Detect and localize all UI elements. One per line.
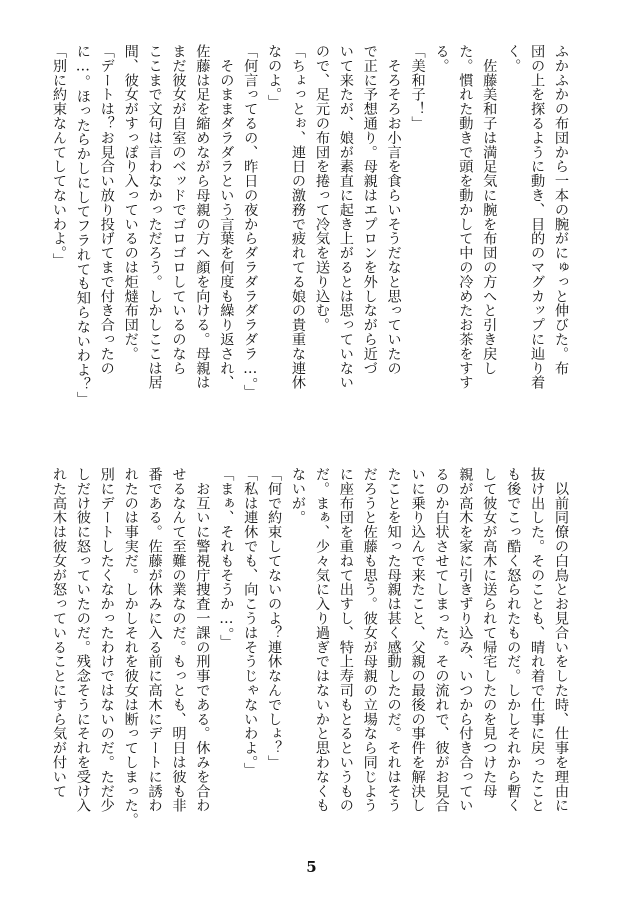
text-column: 「別に約束なんてしてないわよ。」: [50, 44, 67, 268]
text-column: るのか白状させてしまった。その流れで、彼がお見合: [433, 467, 450, 813]
text-column: 「何で約束してないのよ？連休なんでしょ？」: [266, 467, 283, 770]
text-column: 間、彼女がすっぽり入っているのは炬燵布団だ。: [122, 44, 139, 361]
text-column: 「何言ってるの、昨日の夜からダラダラダラダラ…。」: [242, 44, 259, 399]
text-column: ここまで文句は言わなかっただろう。しかしここは居: [146, 44, 163, 390]
text-column: た。慣れた動きで頭を動かして中の冷めたお茶をすす: [457, 44, 474, 390]
text-column: お互いに警視庁捜査一課の刑事である。休みを合わ: [194, 467, 211, 813]
text-column: ので、足元の布団を捲って冷気を送り込む。: [313, 44, 330, 332]
text-column: く。: [505, 44, 522, 73]
text-column: で正に予想通り。母親はエプロンを外しながら近づ: [361, 44, 378, 376]
text-column: れたのは事実だ。しかしそれを彼女は断ってしまった。: [122, 467, 139, 827]
text-block-bottom: [50, 467, 572, 852]
text-column: 番である。佐藤が休みに入る前に高木にデートに誘わ: [146, 467, 163, 813]
text-column: 「まぁ、それもそうか…。」: [218, 467, 235, 649]
text-column: 以前同僚の白鳥とお見合いをした時、仕事を理由に: [553, 467, 569, 813]
text-column: しだけ彼に怒っていたのだ。残念そうにそれを受け入: [74, 467, 91, 813]
text-column: だ。まぁ、少々気に入り過ぎではないかと思わなくも: [313, 467, 330, 813]
text-column: 「私は連休でも、向こうはそうじゃないわよ。」: [242, 467, 259, 777]
page-number: 5: [306, 858, 317, 876]
text-column: だろうと佐藤も思う。彼女が母親の立場なら同じよう: [361, 467, 378, 813]
text-column: に座布団を重ねて出すし、特上寿司もとるというもの: [337, 467, 354, 813]
text-column: 別にデートしたくなかったわけではないのだ。ただ少: [98, 467, 115, 813]
text-column: まだ彼女が自室のベッドでゴロゴロしているのなら: [170, 44, 187, 376]
text-column: たことを知った母親は甚く感動したのだ。それはそう: [385, 467, 402, 813]
text-column: して彼女が高木に送られて帰宅したのを見つけた母: [481, 467, 498, 799]
text-column: いて来たが、娘が素直に起き上がるとは思っていない: [337, 44, 354, 390]
text-column: 佐藤美和子は満足気に腕を布団の方へと引き戻し: [481, 44, 498, 376]
text-column: なのよ。」: [266, 44, 283, 109]
text-column: も後でこっ酷く怒られたものだ。しかしそれから暫く: [505, 467, 522, 813]
text-column: に…。ほったらかしにしてフラれても知らないわよ？」: [74, 44, 91, 406]
text-column: そろそろお小言を食らいそうだなと思っていたの: [385, 44, 402, 376]
text-column: いに乗り込んで来たこと、父親の最後の事件を解決し: [409, 467, 426, 813]
text-column: ないが。: [290, 467, 307, 525]
text-column: そのままダラダラという言葉を何度も繰り返され、: [218, 44, 235, 390]
text-block-top: [50, 44, 572, 429]
text-column: ふかふかの布団から一本の腕がにゅっと伸びた。布: [553, 44, 569, 376]
text-column: 抜け出した。そのことも、晴れ着で仕事に戻ったこと: [529, 467, 546, 813]
text-column: 団の上を探るように動き、目的のマグカップに辿り着: [529, 44, 546, 390]
text-column: れた高木は彼女が怒っていることにすら気が付いて: [50, 467, 67, 799]
text-column: 「デートは？お見合い放り投げてまで付き合ったの: [98, 44, 115, 376]
text-column: る。: [433, 44, 450, 73]
text-column: 「ちょっとぉ、連日の激務で疲れてる娘の貴重な連休: [290, 44, 307, 390]
text-column: 「美和子！」: [409, 44, 426, 131]
text-column: 親が高木を家に引きずり込み、いつから付き合ってい: [457, 467, 474, 813]
text-column: 佐藤は足を縮めながら母親の方へ顔を向ける。母親は: [194, 44, 211, 390]
text-column: せるなんて至難の業なのだ。もっとも、明日は彼も非: [170, 467, 187, 813]
